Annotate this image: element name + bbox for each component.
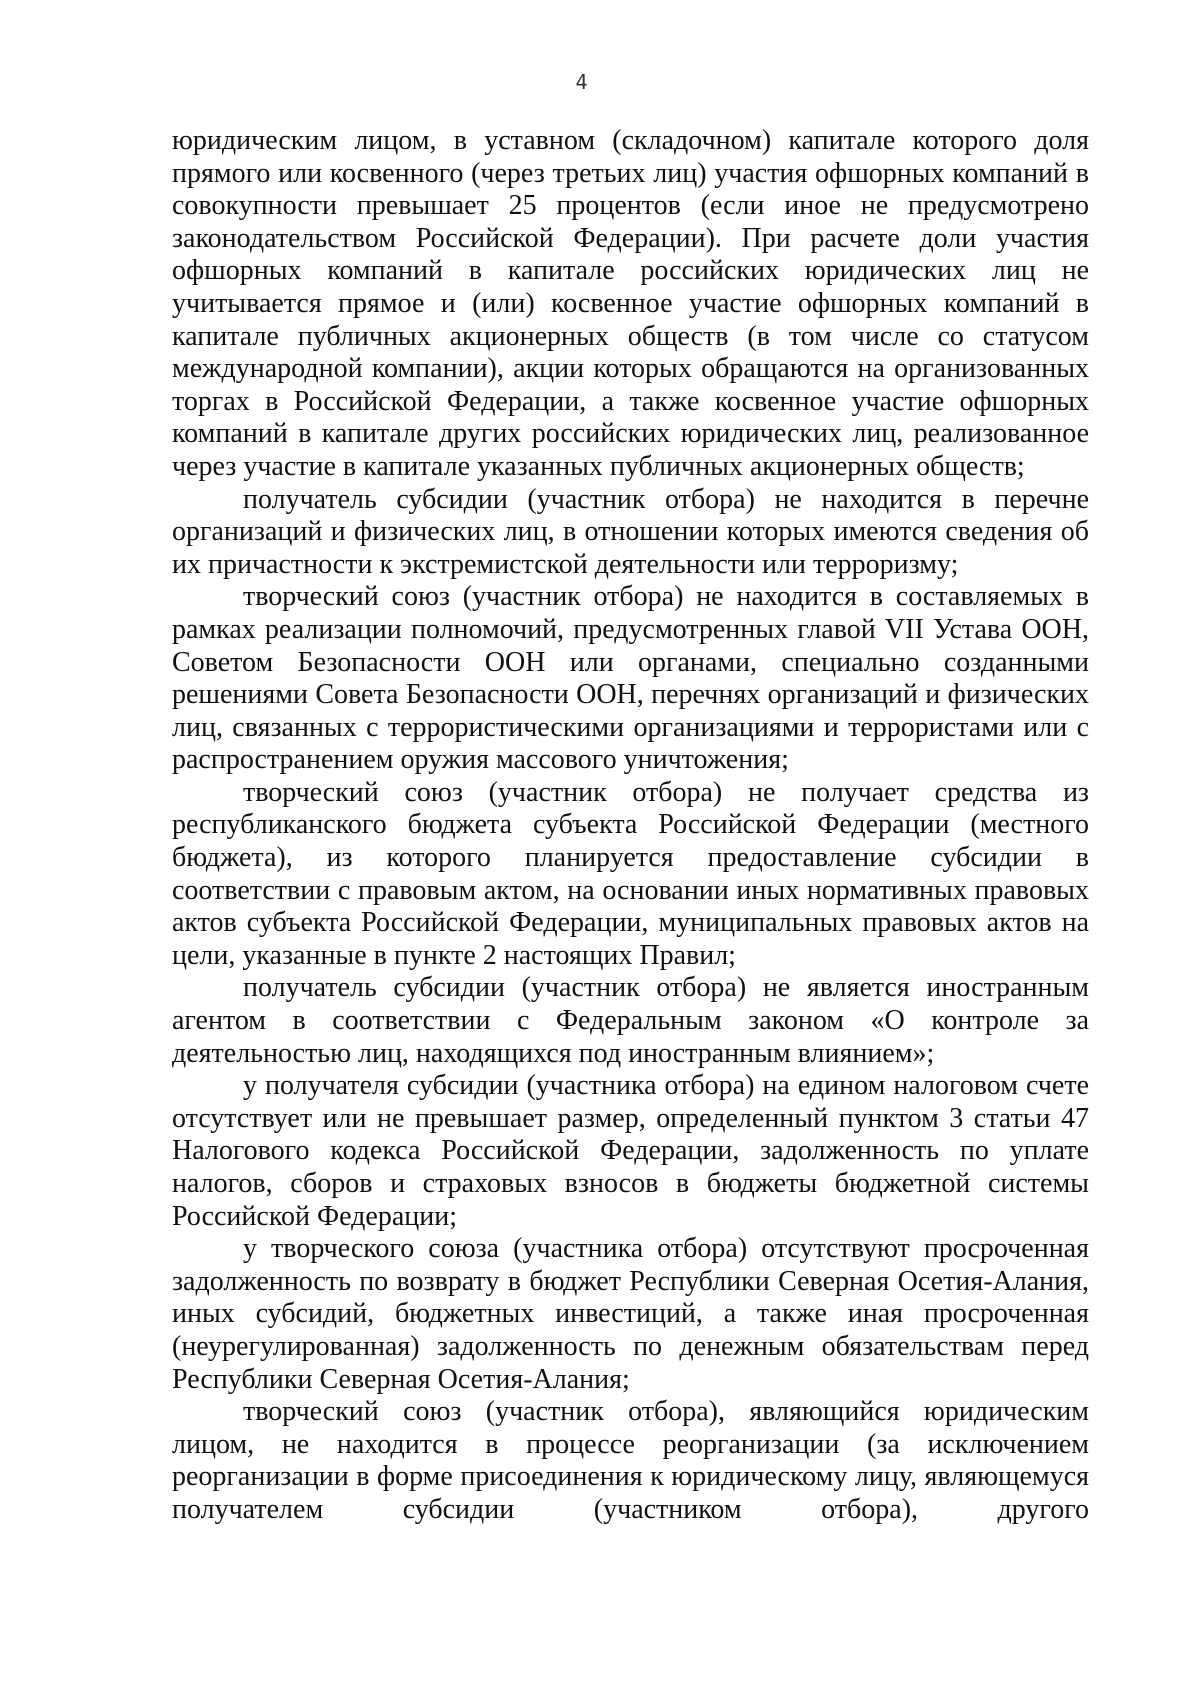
paragraph-foreign-agent: получатель субсидии (участник отбора) не является иностранным агентом в соответствии с Федеральным законом «О контроле за деятельностью лиц, находящихся под иностранным влиянием»; <box>172 972 1089 1069</box>
paragraph-reorganization: творческий союз (участник отбора), являющийся юридическим лицом, не находится в процессе реорганизации (за исключением реорганизации в форме присоединения к юридическому лицу, являющемуся получателем субсидии (участником отбора), другого <box>172 1396 1089 1525</box>
document-body <box>172 125 1089 1527</box>
paragraph-no-budget-funds: творческий союз (участник отбора) не получает средства из республиканского бюджета субъекта Российской Федерации (местного бюджета), из которого планируется предоставление субсидии в соответствии с правовым актом, на основании иных нормативных правовых актов субъекта Российской Федерации, муниципальных правовых актов на цели, указанные в пункте 2 настоящих Правил; <box>172 776 1089 971</box>
page-number: 4 <box>575 70 588 94</box>
paragraph-tax-debt: у получателя субсидии (участника отбора) на едином налоговом счете отсутствует или не превышает размер, определенный пунктом 3 статьи 47 Налогового кодекса Российской Федерации, задолженность по уплате налогов, сборов и страховых взносов в бюджеты бюджетной системы Российской Федерации; <box>172 1070 1089 1232</box>
paragraph-offshore-participation: юридическим лицом, в уставном (складочном) капитале которого доля прямого или косвенного (через третьих лиц) участия офшорных компаний в совокупности превышает 25 процентов (если иное не предусмотрено законодательством Российской Федерации). При расчете доли участия офшорных компаний в капитале российских юридических лиц не учитывается прямое и (или) косвенное участие офшорных компаний в капитале публичных акционерных обществ (в том числе со статусом международной компании), акции которых обращаются на организованных торгах в Российской Федерации, а также косвенное участие офшорных компаний в капитале других российских юридических лиц, реализованное через участие в капитале указанных публичных акционерных обществ; <box>172 125 1089 482</box>
paragraph-un-security-council-list: творческий союз (участник отбора) не находится в составляемых в рамках реализации полномочий, предусмотренных главой VII Устава ООН, Советом Безопасности ООН или органами, специально созданными решениями Совета Безопасности ООН, перечнях организаций и физических лиц, связанных с террористическими организациями и террористами или с распространением оружия массового уничтожения; <box>172 581 1089 776</box>
paragraph-extremism-list: получатель субсидии (участник отбора) не находится в перечне организаций и физических лиц, в отношении которых имеются сведения об их причастности к экстремистской деятельности или терроризму; <box>172 483 1089 580</box>
paragraph-overdue-debt: у творческого союза (участника отбора) отсутствуют просроченная задолженность по возврату в бюджет Республики Северная Осетия-Алания, иных субсидий, бюджетных инвестиций, а также иная просроченная (неурегулированная) задолженность по денежным обязательствам перед Республики Северная Осетия-Алания; <box>172 1233 1089 1395</box>
